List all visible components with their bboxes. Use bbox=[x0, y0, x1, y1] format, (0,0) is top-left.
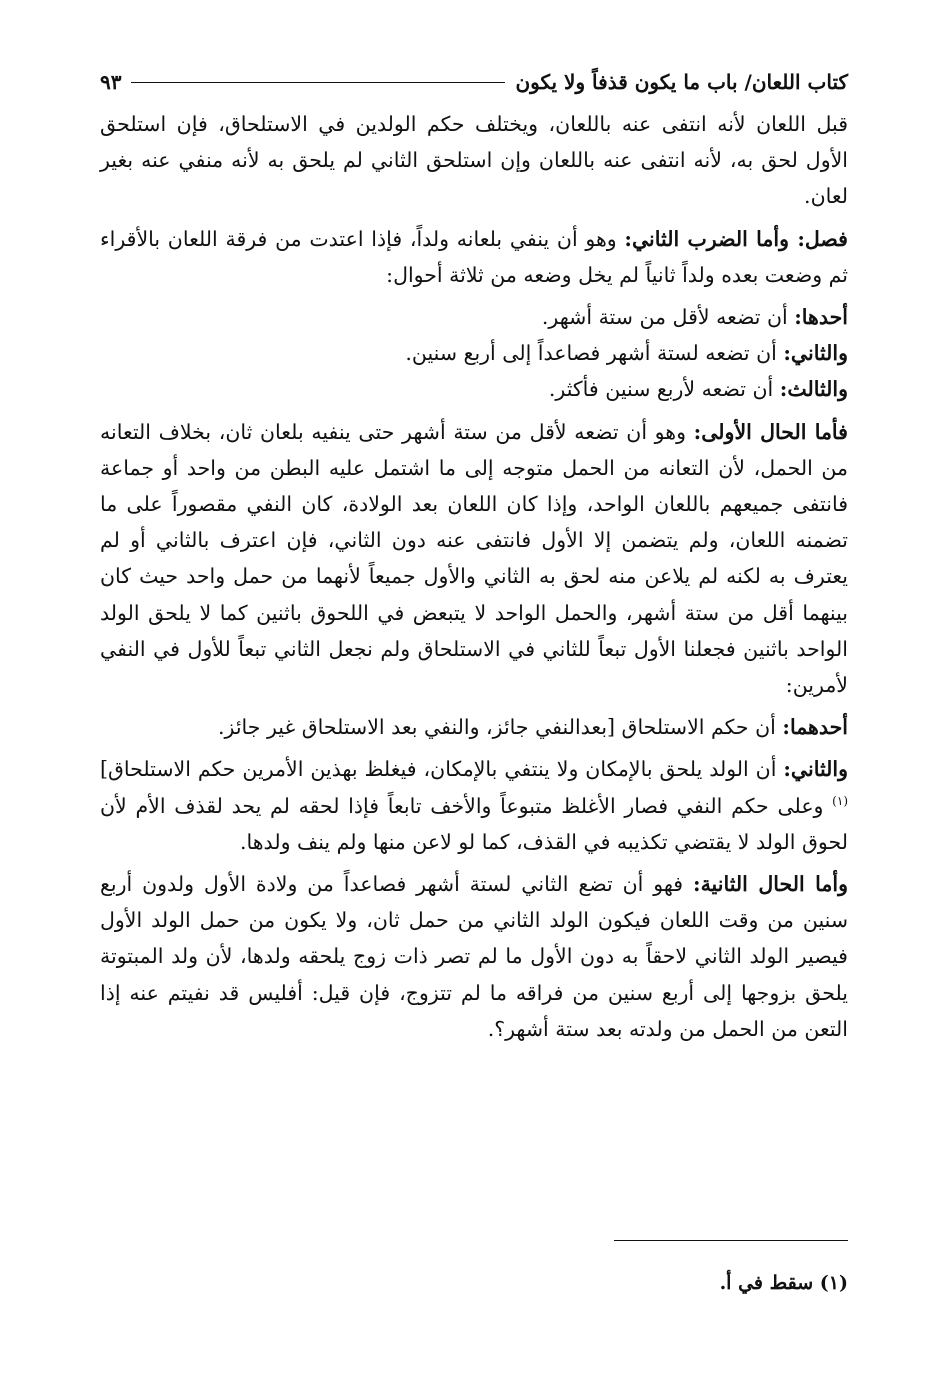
list-item-text: أن تضعه لأقل من ستة أشهر. bbox=[541, 305, 795, 330]
paragraph-4-text: أن حكم الاستلحاق [بعدالنفي جائز، والنفي بعد الاستلحاق غير جائز. bbox=[218, 715, 783, 740]
list-item-label: والثالث: bbox=[779, 377, 848, 402]
list-item bbox=[100, 335, 848, 371]
header-rule bbox=[131, 82, 505, 83]
paragraph-3 bbox=[100, 414, 848, 704]
states-list bbox=[100, 299, 848, 408]
paragraph-2-label: فصل: وأما الضرب الثاني: bbox=[624, 226, 848, 251]
list-item-label: والثاني: bbox=[783, 341, 848, 366]
list-item-text: أن تضعه لأربع سنين فأكثر. bbox=[548, 377, 780, 402]
list-item-label: أحدها: bbox=[794, 305, 848, 330]
running-title: كتاب اللعان/ باب ما يكون قذفاً ولا يكون bbox=[515, 70, 848, 94]
paragraph-5-label: والثاني: bbox=[783, 757, 848, 782]
footnote-reference[interactable]: (١) bbox=[832, 793, 848, 808]
paragraph-5 bbox=[100, 751, 848, 860]
body-text bbox=[100, 106, 848, 1047]
paragraph-6-label: وأما الحال الثانية: bbox=[693, 872, 848, 897]
paragraph-5-text-b: وعلى حكم النفي فصار الأغلظ متبوعاً والأخف تابعاً فإذا لحقه لم يحد لقذف الأم لأن لحوق الولد لا يقتضي تكذيبه في القذف، كما لو لاعن منها ولم ينف ولدها. bbox=[100, 793, 848, 854]
paragraph-6-text: فهو أن تضع الثاني لستة أشهر فصاعداً من ولادة الأول ولدون أربع سنين من وقت اللعان فيكون الولد الثاني من حمل ثان، ولا يكون من حمل الولد الأول فيصير الولد الثاني لاحقاً به دون الأول ما لم تصر ذات زوج يلحقه ولدها، لأن ولد المبتوتة يلحق بزوجها إلى أربع سنين من فراقه ما لم تتزوج، فإن قيل: أفليس قد نفيتم عنه إذا التعن من الحمل من ولدته بعد ستة أشهر؟. bbox=[100, 872, 848, 1041]
paragraph-4 bbox=[100, 709, 848, 745]
paragraph-4-label: أحدهما: bbox=[782, 715, 848, 740]
footnote: (١) سقط في أ. bbox=[719, 1272, 848, 1294]
page-number: ٩٣ bbox=[100, 70, 122, 94]
footnote-rule bbox=[614, 1240, 848, 1241]
paragraph-2-text: وهو أن ينفي بلعانه ولداً، فإذا اعتدت من فرقة اللعان بالأقراء ثم وضعت بعده ولداً ثانياً لم يخل وضعه من ثلاثة أحوال: bbox=[100, 226, 848, 287]
paragraph-1: قبل اللعان لأنه انتفى عنه باللعان، ويختلف حكم الولدين في الاستلحاق، فإن استلحق الأول لحق به، لأنه انتفى عنه باللعان وإن استلحق الثاني لم يلحق به لأنه منفي عنه بغير لعان. bbox=[100, 112, 848, 209]
list-item-text: أن تضعه لستة أشهر فصاعداً إلى أربع سنين. bbox=[405, 341, 784, 366]
paragraph-6 bbox=[100, 866, 848, 1047]
page bbox=[100, 62, 848, 1053]
paragraph-3-text: وهو أن تضعه لأقل من ستة أشهر حتى ينفيه بلعان ثان، بخلاف التعانه من الحمل، لأن التعانه من الحمل متوجه إلى ما اشتمل عليه البطن من واحد أو جماعة فانتفى جميعهم باللعان الواحد، وإذا كان اللعان بعد الولادة، كان النفي مقصوراً على ما تضمنه اللعان، ولم يتضمن إلا الأول فانتفى عنه دون الثاني، فإن اعترف بالثاني أو لم يعترف به لكنه لم يلاعن منه لحق به الثاني والأول جميعاً لأنهما من حمل واحد حيث كان بينهما أقل من ستة أشهر، والحمل الواحد لا يتبعض في اللحوق باثنين كما لا يلحق الولد الواحد باثنين فجعلنا الأول تبعاً للثاني في الاستلحاق ولم نجعل الثاني تبعاً للأول في النفي لأمرين: bbox=[100, 419, 848, 698]
paragraph-2 bbox=[100, 221, 848, 293]
page-header bbox=[100, 62, 848, 102]
paragraph-3-label: فأما الحال الأولى: bbox=[693, 419, 848, 444]
list-item bbox=[100, 371, 848, 407]
list-item bbox=[100, 299, 848, 335]
paragraph-5-text-a: أن الولد يلحق بالإمكان ولا ينتفي بالإمكان، فيغلظ بهذين الأمرين حكم الاستلحاق] bbox=[100, 757, 784, 782]
